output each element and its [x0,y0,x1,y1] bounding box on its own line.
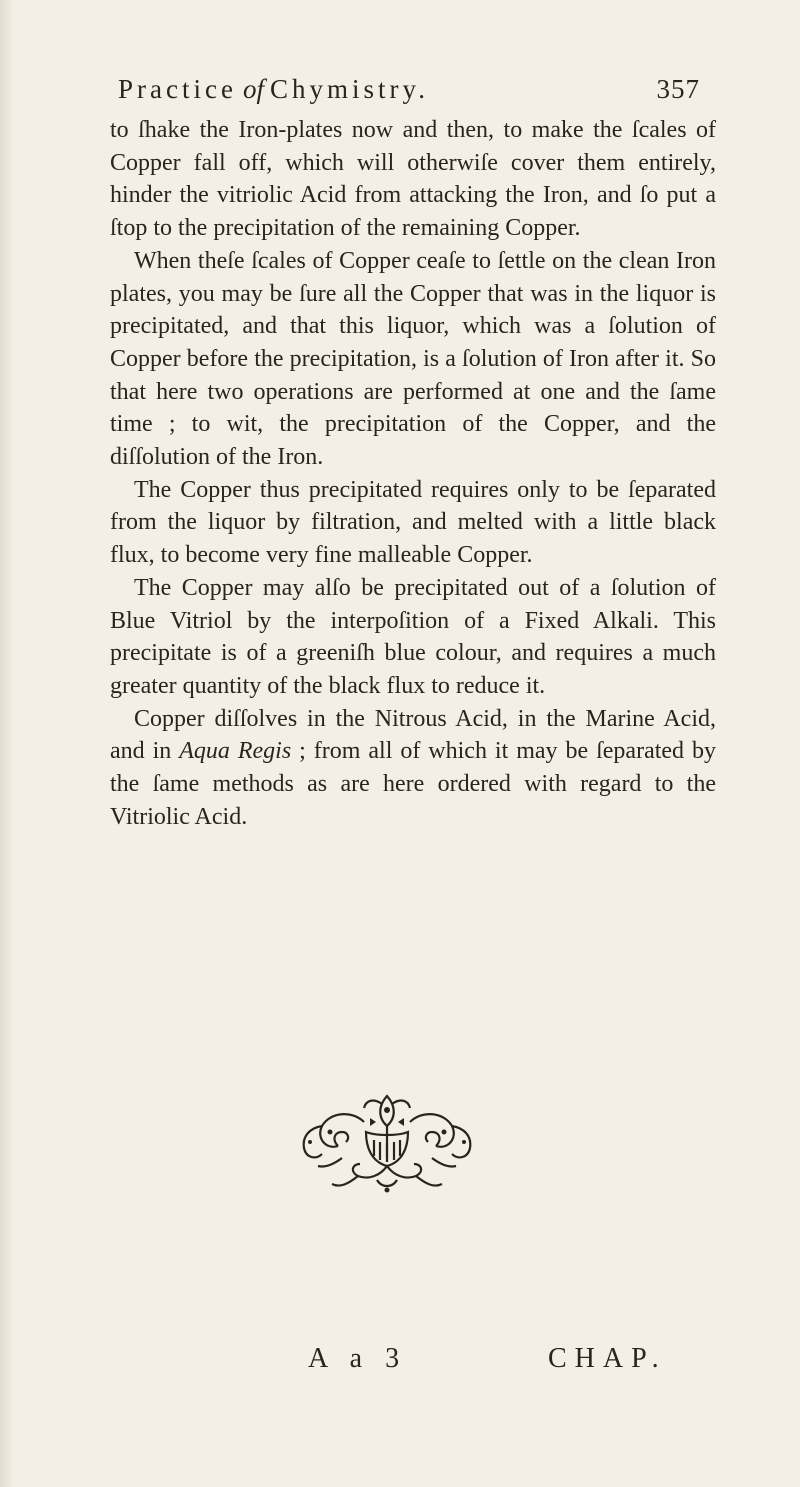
signature-mark: A a 3 [308,1343,408,1374]
title-left: Practice [118,74,237,104]
paragraph-5-text-b: ; from all of which it may be ſeparated by the ſame methods as are here ordered with regard to the Vitriolic Acid. [110,738,717,830]
catchword: CHAP. [548,1343,667,1374]
title-of: of [242,74,264,104]
paragraph-1: to ſhake the Iron-plates now and then, to make the ſcales of Copper fall off, which will otherwiſe cover them entirely, hinder the vitriolic Acid from attacking the Iron, and ſo put a ſtop to the precipitation of the remaining Copper. [110,117,716,242]
page-number: 357 [656,74,700,104]
paragraph-5 [110,703,716,834]
decorative-tailpiece-icon [282,1088,492,1198]
paragraph-5-text-a: Copper diſſolves in the Nitrous Acid, in the Marine Acid, and in [110,705,716,765]
body-text [110,114,716,833]
paragraph-3: The Copper thus precipitated requires only to be ſeparated from the liquor by filtration, and melted with a little black flux, to become very fine malleable Copper. [110,476,716,569]
running-head-title [118,74,429,105]
paragraph-2: When theſe ſcales of Copper ceaſe to ſettle on the clean Iron plates, you may be ſure all the Copper that was in the liquor is precipitated, and that this liquor, which was a ſolution of Copper before the precipitation, is a ſolution of Iron after it. So that here two operations are performed at one and the ſame time ; to wit, the precipitation of the Copper, and the diſſolution of the Iron. [110,247,716,471]
title-right: Chymistry. [269,74,429,104]
page-edge-shadow [0,0,14,1487]
running-head [118,74,700,110]
aqua-regis-italic: Aqua Regis [179,738,292,765]
paragraph-4: The Copper may alſo be precipitated out of a ſolution of Blue Vitriol by the interpoſition of a Fixed Alkali. This precipitate is of a greeniſh blue colour, and requires a much greater quantity of the black flux to reduce it. [110,574,716,699]
